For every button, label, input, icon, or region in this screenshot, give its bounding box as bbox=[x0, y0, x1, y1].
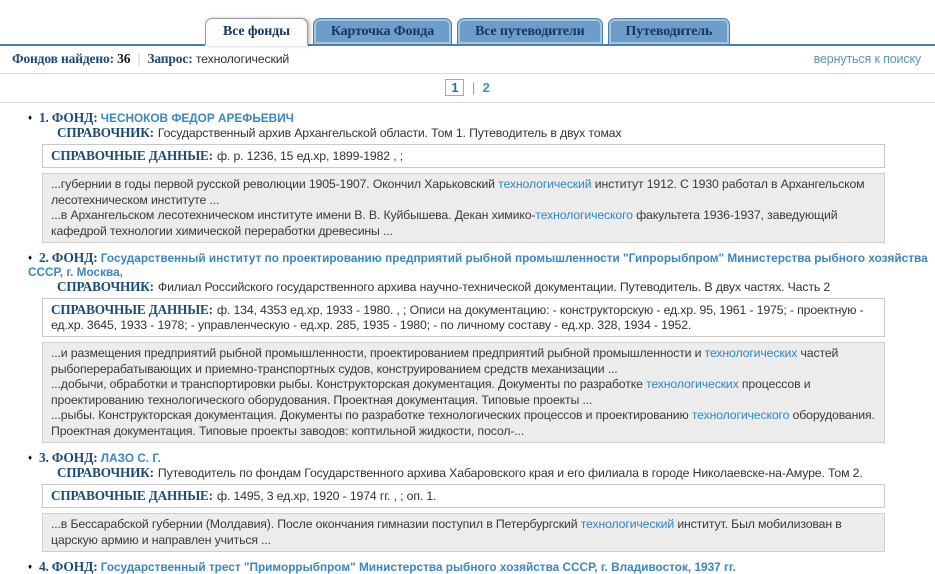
highlighted-term: технологических bbox=[704, 346, 798, 360]
reference-data-box bbox=[42, 144, 885, 168]
result-number: 2. bbox=[38, 250, 49, 265]
excerpt-text: ...губернии в годы первой русской революции 1905-1907. Окончил Харьковский bbox=[51, 177, 499, 191]
fund-label: ФОНД: bbox=[51, 250, 101, 265]
results-summary bbox=[12, 51, 289, 67]
tab-strip bbox=[0, 0, 935, 46]
fund-label: ФОНД: bbox=[51, 110, 101, 125]
fund-title-link[interactable]: ЧЕСНОКОВ ФЕДОР АРЕФЬЕВИЧ bbox=[100, 111, 294, 125]
diamond-bullet-icon: ♦ bbox=[28, 453, 32, 462]
excerpt-text: оборудования. Проектная документация. Типовые проекты заводов: коптильной жидкости, посол-... bbox=[51, 408, 875, 438]
results-header bbox=[0, 46, 935, 74]
result-item-1 bbox=[28, 111, 935, 243]
excerpt-text: ...в Архангельском лесотехническом институте имени В. В. Куйбышева. Декан химико- bbox=[51, 208, 536, 222]
result-title-row bbox=[28, 451, 935, 465]
excerpts-box bbox=[42, 342, 885, 443]
reference-row bbox=[57, 126, 935, 140]
page-separator: | bbox=[471, 80, 476, 95]
diamond-bullet-icon: ♦ bbox=[28, 562, 32, 571]
reference-text: Филиал Российского государственного архива научно-технической документации. Путеводитель. В двух частях. Часть 2 bbox=[157, 280, 831, 294]
result-number: 3. bbox=[38, 450, 49, 465]
fund-label: ФОНД: bbox=[51, 450, 101, 465]
highlighted-term: технологический bbox=[580, 517, 675, 531]
result-item-2 bbox=[28, 251, 935, 443]
highlighted-term: технологического bbox=[691, 408, 790, 422]
excerpt-text: ...добычи, обработки и транспортировки рыбы. Конструкторская документация. Документы по разработке bbox=[51, 377, 647, 391]
result-item-3 bbox=[28, 451, 935, 552]
reference-data-value: ф. р. 1236, 15 ед.хр, 1899-1982 , ; bbox=[216, 149, 404, 163]
reference-label: СПРАВОЧНИК: bbox=[57, 279, 154, 294]
excerpt-snippet-1 bbox=[51, 517, 876, 548]
reference-data-label: СПРАВОЧНЫЕ ДАННЫЕ: bbox=[51, 302, 213, 317]
excerpt-text: частей рыбоперерабатывающих и приемно-транспортных судов, конструированием средств механизации ... bbox=[51, 346, 839, 376]
reference-text: Государственный архив Архангельской области. Том 1. Путеводитель в двух томах bbox=[157, 126, 622, 140]
excerpt-text: ...рыбы. Конструкторская документация. Документы по разработке технологических процессов и проектированию bbox=[51, 408, 692, 422]
results-list bbox=[0, 111, 935, 574]
highlighted-term: технологических bbox=[646, 377, 739, 391]
page-current[interactable]: 1 bbox=[445, 79, 464, 96]
found-count: 36 bbox=[117, 51, 131, 66]
excerpt-snippet-1 bbox=[51, 346, 876, 377]
fund-title-link[interactable]: Государственный трест "Приморрыбпром" Министерства рыбного хозяйства СССР, г. Владивосток, 1937 гг. bbox=[100, 560, 736, 574]
excerpt-text: институт. Был мобилизован в царскую армию и направлен учиться ... bbox=[51, 517, 842, 547]
header-separator: | bbox=[137, 51, 141, 66]
result-number: 1. bbox=[38, 110, 49, 125]
found-label: Фондов найдено: bbox=[12, 51, 114, 66]
reference-label: СПРАВОЧНИК: bbox=[57, 465, 154, 480]
result-item-4 bbox=[28, 560, 935, 574]
query-label: Запрос: bbox=[147, 51, 193, 66]
highlighted-term: технологический bbox=[498, 177, 592, 191]
tab-1[interactable]: Все фонды bbox=[205, 18, 308, 46]
fund-label: ФОНД: bbox=[51, 559, 101, 574]
result-title-row bbox=[28, 111, 935, 125]
query-value: технологический bbox=[195, 52, 290, 66]
reference-data-value: ф. 1495, 3 ед.хр, 1920 - 1974 гг. , ; оп. 1. bbox=[216, 489, 437, 503]
pagination bbox=[0, 74, 935, 103]
page-2-link[interactable]: 2 bbox=[482, 80, 490, 95]
excerpts-box bbox=[42, 513, 885, 552]
excerpt-snippet-2 bbox=[51, 377, 876, 408]
excerpt-text: процессов и проектированию технологического оборудования. Проектная документация. Типовые проекты ... bbox=[51, 377, 811, 407]
excerpt-text: ...в Бессарабской губернии (Молдавия). После окончания гимназии поступил в Петербургский bbox=[51, 517, 581, 531]
result-number: 4. bbox=[38, 559, 49, 574]
result-title-row bbox=[28, 560, 935, 574]
result-title-row bbox=[28, 251, 935, 279]
reference-data-box bbox=[42, 298, 885, 337]
excerpt-text: факультета 1936-1937, заведующий кафедрой технологии химической переработки древесины ... bbox=[51, 208, 838, 238]
reference-data-label: СПРАВОЧНЫЕ ДАННЫЕ: bbox=[51, 148, 213, 163]
reference-data-label: СПРАВОЧНЫЕ ДАННЫЕ: bbox=[51, 488, 213, 503]
back-to-search-link[interactable]: вернуться к поиску bbox=[813, 52, 921, 66]
excerpt-snippet-2 bbox=[51, 208, 876, 239]
excerpts-box bbox=[42, 173, 885, 243]
tab-2[interactable]: Карточка Фонда bbox=[313, 18, 452, 46]
excerpt-text: институт 1912. С 1930 работал в Архангельском лесотехническом институте ... bbox=[51, 177, 865, 207]
reference-data-box bbox=[42, 484, 885, 508]
excerpt-snippet-3 bbox=[51, 408, 876, 439]
tab-3[interactable]: Все путеводители bbox=[457, 18, 602, 46]
excerpt-snippet-1 bbox=[51, 177, 876, 208]
reference-text: Путеводитель по фондам Государственного архива Хабаровского края и его филиала в городе Николаевске-на-Амуре. Том 2. bbox=[157, 466, 863, 480]
reference-row bbox=[57, 466, 935, 480]
fund-title-link[interactable]: Государственный институт по проектированию предприятий рыбной промышленности "Гипрорыбпром" Министерства рыбного хозяйства СССР, г. Москва, bbox=[28, 251, 928, 279]
reference-data-value: ф. 134, 4353 ед.хр, 1933 - 1980. , ; Описи на документацию: - конструкторскую - ед.хр. 95, 1961 - 1975; - проектную - ед.хр. 3645, 1933 - 1978; - управленческую - ед.хр. 285, 1935 - 1980; - по личному составу - ед.хр. 328, 1934 - 1952. bbox=[51, 303, 864, 332]
reference-label: СПРАВОЧНИК: bbox=[57, 125, 154, 140]
highlighted-term: технологического bbox=[535, 208, 633, 222]
diamond-bullet-icon: ♦ bbox=[28, 253, 32, 262]
reference-row bbox=[57, 280, 935, 294]
diamond-bullet-icon: ♦ bbox=[28, 113, 32, 122]
fund-title-link[interactable]: ЛАЗО С. Г. bbox=[100, 451, 161, 465]
excerpt-text: ...и размещения предприятий рыбной промышленности, проектированием предприятий рыбной промышленности и bbox=[51, 346, 705, 360]
tab-4[interactable]: Путеводитель bbox=[608, 18, 731, 46]
